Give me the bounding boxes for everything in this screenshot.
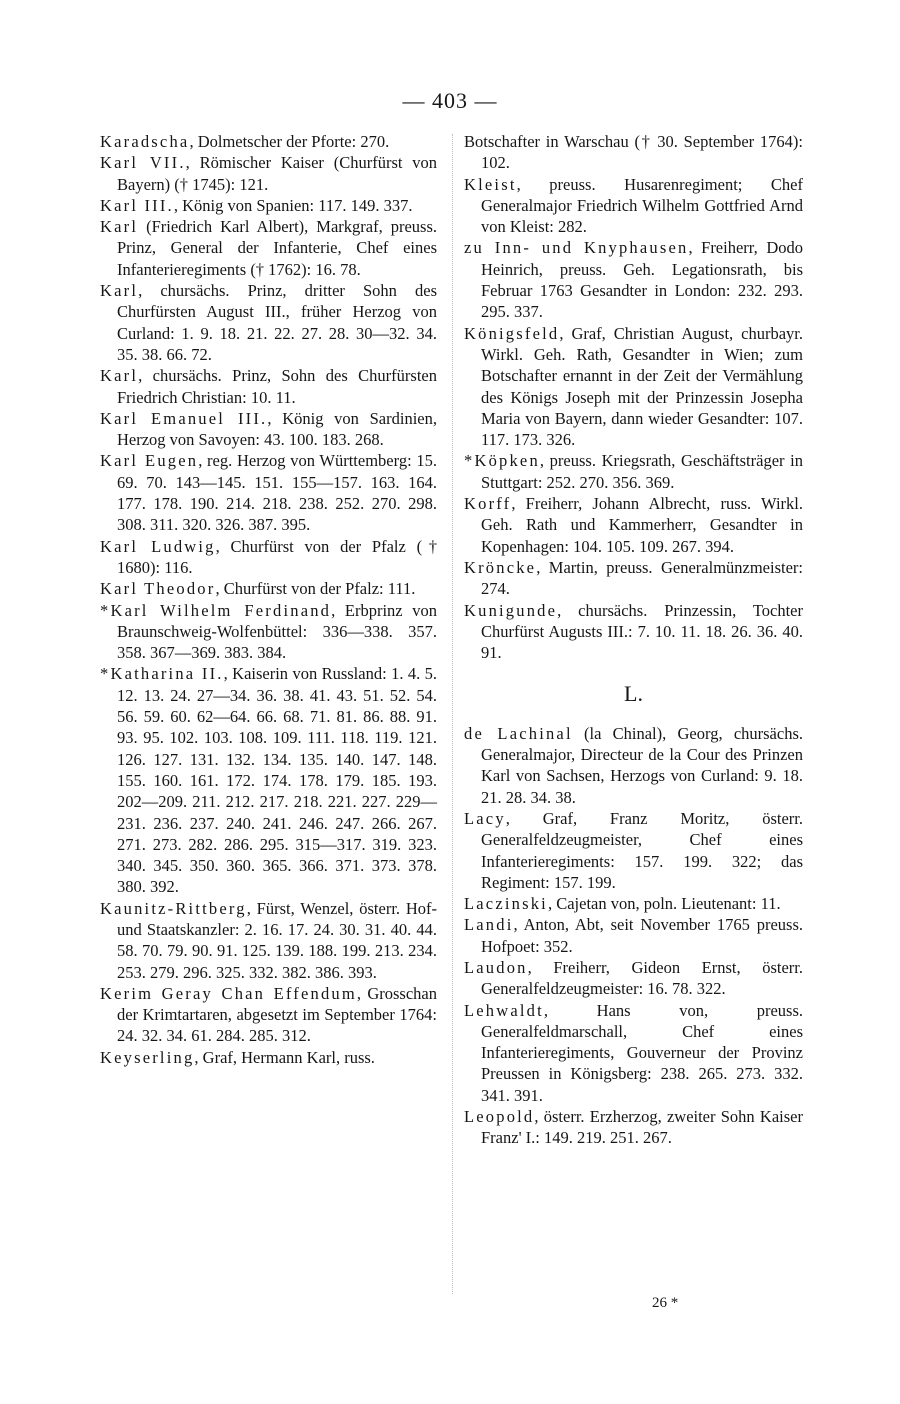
column-divider xyxy=(452,134,453,1294)
entry-headword: Laczinski xyxy=(464,894,548,914)
entry-text: , Hans von, preuss. Generalfeldmarschall, Chef eines Infanterieregiments, Gouverneur der Provinz Preussen in Königsberg: 238. 265. 273. 332. 341. 391. xyxy=(481,1000,803,1105)
entry-headword: *Köpken xyxy=(464,451,540,471)
entry-headword: Karl Ludwig xyxy=(100,536,216,556)
index-entry xyxy=(100,600,437,664)
entry-text: , König von Spanien: 117. 149. 337. xyxy=(173,195,413,215)
index-column-right xyxy=(464,131,803,1344)
index-entry xyxy=(100,898,437,983)
entry-headword: Lacy xyxy=(464,808,506,828)
entry-headword: Königsfeld xyxy=(464,323,560,343)
entry-text: (la Chinal), Georg, chursächs. Generalmajor, Directeur de la Cour des Prinzen Karl von Sachsen, Herzogs von Curland: 9. 18. 21. 28. 34. 38. xyxy=(481,723,803,807)
sheet-signature-mark: 26 * xyxy=(652,1295,679,1311)
index-entry xyxy=(464,131,803,174)
entry-headword: Karadscha xyxy=(100,132,190,151)
entry-headword: Kerim Geray Chan Effendum xyxy=(100,983,357,1003)
entry-text: (Friedrich Karl Albert), Markgraf, preuss. Prinz, General der Infanterie, Chef eines Infanterieregiments († 1762): 16. 78. xyxy=(117,217,437,279)
entry-text: , reg. Herzog von Württemberg: 15. 69. 70. 143—145. 151. 155—157. 163. 164. 177. 178. 190. 214. 218. 238. 252. 270. 298. 308. 311. 320. 326. 387. 395. xyxy=(117,451,437,535)
entry-headword: *Katharina II. xyxy=(100,664,224,684)
entry-headword: Kaunitz-Rittberg xyxy=(100,898,247,918)
entry-headword: Kunigunde xyxy=(464,600,558,620)
section-letter-heading: L. xyxy=(624,681,643,707)
index-entry xyxy=(464,1106,803,1149)
entry-text: , preuss. Kriegsrath, Geschäftsträger in Stuttgart: 252. 270. 356. 369. xyxy=(481,451,803,492)
index-column-left xyxy=(100,131,437,1344)
entry-text: , Freiherr, Johann Albrecht, russ. Wirkl. Geh. Rath und Kammerherr, Gesandter in Kopenhagen: 104. 105. 109. 267. 394. xyxy=(481,494,803,556)
entry-text: , preuss. Husarenregiment; Chef Generalmajor Friedrich Wilhelm Gottfried Arnd von Kleist: 282. xyxy=(481,174,803,237)
index-entry xyxy=(464,493,803,557)
index-entry xyxy=(464,808,803,893)
entry-headword: Lehwaldt xyxy=(464,1000,544,1020)
entry-text: , Fürst, Wenzel, österr. Hof- und Staatskanzler: 2. 16. 17. 24. 30. 31. 40. 44. 58. 70. 79. 90. 91. 125. 139. 188. 199. 213. 234. 253. 279. 296. 325. 332. 382. 386. 393. xyxy=(117,898,437,982)
entry-headword: Karl III. xyxy=(100,195,174,215)
entry-headword: Laudon xyxy=(464,957,528,977)
entry-text: , Freiherr, Dodo Heinrich, preuss. Geh. Legationsrath, bis Februar 1763 Gesandter in London: 232. 293. 295. 337. xyxy=(481,238,803,322)
entry-text: , Römischer Kaiser (Churfürst von Bayern) († 1745): 121. xyxy=(117,153,437,194)
entry-headword: Karl VII. xyxy=(100,153,186,173)
entry-text: , chursächs. Prinz, dritter Sohn des Churfürsten August III., früher Herzog von Curland: 1. 9. 18. 21. 22. 27. 28. 30—32. 34. 35. 38. 66. 72. xyxy=(117,281,437,364)
entry-headword: Landi xyxy=(464,915,514,935)
index-entry xyxy=(100,983,437,1047)
index-entry xyxy=(464,450,803,493)
index-entry xyxy=(100,216,437,280)
entry-text: , Churfürst von der Pfalz († 1680): 116. xyxy=(117,536,437,577)
index-entry xyxy=(100,195,437,216)
entry-headword: Karl xyxy=(100,217,139,237)
index-entry xyxy=(100,663,437,897)
entry-text: , Cajetan von, poln. Lieutenant: 11. xyxy=(547,894,781,914)
entry-headword: Karl Theodor xyxy=(100,579,216,599)
entry-headword: Karl Eugen xyxy=(100,451,199,471)
entry-text: , König von Sardinien, Herzog von Savoyen: 43. 100. 183. 268. xyxy=(117,408,437,450)
entry-text: , Churfürst von der Pfalz: 111. xyxy=(215,579,416,599)
index-entry xyxy=(464,1000,803,1106)
entry-text: , Dolmetscher der Pforte: 270. xyxy=(189,132,390,151)
entry-headword: de Lachinal xyxy=(464,723,573,743)
entry-text: , Anton, Abt, seit November 1765 preuss. Hofpoet: 352. xyxy=(481,915,803,956)
entry-text: , Graf, Franz Moritz, österr. Generalfeldzeugmeister, Chef eines Infanterieregiments: 157. 199. 322; das Regiment: 157. 199. xyxy=(481,808,803,892)
index-entry xyxy=(464,600,803,664)
entry-headword: Kröncke xyxy=(464,557,537,577)
entry-text: , Martin, preuss. Generalmünzmeister: 274. xyxy=(481,557,803,599)
entry-headword: Kleist xyxy=(464,174,517,194)
index-entry xyxy=(100,152,437,195)
index-entry xyxy=(100,450,437,535)
entry-headword: Leopold xyxy=(464,1107,535,1127)
index-entry xyxy=(464,174,803,238)
index-entry xyxy=(464,723,803,808)
index-entry xyxy=(100,408,437,451)
index-entry xyxy=(100,131,437,152)
entry-headword: Korff xyxy=(464,494,512,514)
entry-text: , Grosschan der Krimtartaren, abgesetzt im September 1764: 24. 32. 34. 61. 284. 285. 312. xyxy=(117,983,437,1046)
entry-text: Botschafter in Warschau († 30. September 1764): 102. xyxy=(464,132,803,173)
entry-headword: *Karl Wilhelm Ferdinand xyxy=(100,600,332,620)
index-entry xyxy=(100,578,437,599)
entry-text: , Kaiserin von Russland: 1. 4. 5. 12. 13. 24. 27—34. 36. 38. 41. 43. 51. 52. 54. 56. 59. 60. 62—64. 66. 68. 71. 81. 86. 88. 91. 93. 95. 102. 103. 108. 109. 111. 118. 119. 121. 126. 127. 131. 132. 134. 135. 140. 147. 148. 155. 160. 161. 172. 174. 178. 179. 185. 193. 202—209. 211. 212. 217. 218. 221. 227. 229—231. 236. 237. 240. 241. 246. 247. 266. 267. 271. 273. 282. 286. 295. 315—317. 319. 323. 340. 345. 350. 360. 365. 366. 371. 373. 378. 380. 392. xyxy=(117,664,437,897)
index-entry xyxy=(464,323,803,451)
entry-text: , Freiherr, Gideon Ernst, österr. Generalfeldzeugmeister: 16. 78. 322. xyxy=(481,957,803,999)
entry-headword: Karl Emanuel III. xyxy=(100,408,268,428)
entry-text: , österr. Erzherzog, zweiter Sohn Kaiser Franz' I.: 149. 219. 251. 267. xyxy=(481,1107,803,1148)
index-entry xyxy=(100,536,437,579)
entry-headword: Karl xyxy=(100,281,139,301)
entry-text: , Erbprinz von Braunschweig-Wolfenbüttel: 336—338. 357. 358. 367—369. 383. 384. xyxy=(117,600,437,663)
index-entry xyxy=(100,365,437,408)
index-entry xyxy=(100,280,437,365)
index-entry xyxy=(464,957,803,1000)
entry-headword: Keyserling xyxy=(100,1047,195,1067)
entry-text: , chursächs. Prinz, Sohn des Churfürsten Friedrich Christian: 10. 11. xyxy=(117,366,437,407)
page-number: — 403 — xyxy=(402,88,498,113)
entry-text: , Graf, Christian August, churbayr. Wirkl. Geh. Rath, Gesandter in Wien; zum Botschafter ernannt in der Zeit der Vermählung des Königs Joseph mit der Prinzessin Josepha Maria von Bayern, dann wieder Gesandter: 107. 117. 173. 326. xyxy=(481,323,803,450)
entry-text: , chursächs. Prinzessin, Tochter Churfürst Augusts III.: 7. 10. 11. 18. 26. 36. 40. 91. xyxy=(481,600,803,663)
index-entry xyxy=(100,1047,437,1068)
index-entry xyxy=(464,893,803,914)
entry-headword: Karl xyxy=(100,366,139,386)
entry-headword: zu Inn- und Knyphausen xyxy=(464,238,689,258)
index-entry xyxy=(464,237,803,322)
entry-text: , Graf, Hermann Karl, russ. xyxy=(194,1047,375,1067)
index-entry xyxy=(464,914,803,957)
index-entry xyxy=(464,557,803,600)
